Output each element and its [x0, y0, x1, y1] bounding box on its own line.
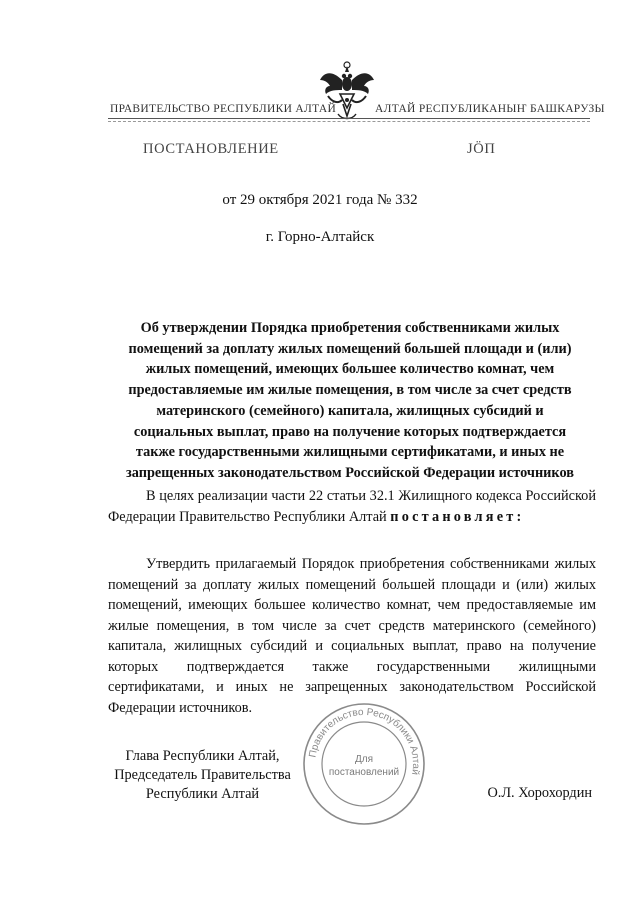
official-stamp — [300, 700, 428, 828]
operative-paragraph — [108, 554, 596, 718]
document-title — [100, 318, 600, 484]
decree-word: постановляет: — [390, 508, 525, 525]
preamble-text: В целях реализации части 22 статьи 32.1 Жилищного кодекса Российской Федерации Правительство Республики Алтай — [108, 488, 596, 525]
title-line: запрещенных законодательством Российской Федерации источников — [126, 464, 574, 481]
title-line: помещений за доплату жилых помещений большей площади и (или) — [128, 340, 572, 357]
stamp-ring-text-path: Правительство Республики Алтай — [307, 706, 422, 776]
title-line: предоставляемые им жилые помещения, в том числе за счет средств — [128, 382, 572, 399]
title-line: жилых помещений, имеющих большее количество комнат, чем — [145, 361, 555, 378]
title-line: материнского (семейного) капитала, жилищных субсидий и — [156, 402, 544, 419]
signatory-position — [105, 747, 300, 804]
preamble-paragraph — [108, 486, 596, 527]
signer-name: О.Л. Хорохордин — [487, 785, 592, 801]
letterhead-divider-secondary — [108, 121, 590, 122]
stamp-center-line1: Для — [354, 754, 374, 765]
stamp-ring-text — [307, 707, 421, 776]
operative-text: Утвердить прилагаемый Порядок приобретения собственниками жилых помещений за доплату жилых помещений большей площади и (или) жилых помещений, имеющих большее количество комнат, чем предоставляемые им жилые помещения, в том числе за счет средств материнского (семейного) капитала, жилищных субсидий и социальных выплат, право на получение которых подтверждается также государственными жилищными сертификатами, и иных не запрещенных законодательством Российской Федерации источников. — [108, 556, 596, 716]
stamp-center-line2: постановлений — [328, 767, 400, 778]
document-kind-russian: ПОСТАНОВЛЕНИЕ — [143, 141, 279, 157]
signatory-line: Глава Республики Алтай, — [125, 748, 280, 764]
title-line: социальных выплат, право на получение которых подтверждается — [133, 423, 567, 440]
document-kind-altai: JÖП — [467, 141, 496, 157]
letterhead-divider — [108, 118, 590, 119]
signatory-line: Председатель Правительства — [114, 767, 291, 783]
title-line: также государственными жилищными сертификатами, и иных не — [135, 444, 565, 461]
document-city: г. Горно-Алтайск — [265, 229, 375, 245]
org-name-russian: ПРАВИТЕЛЬСТВО РЕСПУБЛИКИ АЛТАЙ — [110, 103, 337, 115]
signatory-line: Республики Алтай — [145, 786, 260, 802]
document-date-number: от 29 октября 2021 года № 332 — [222, 192, 418, 208]
org-name-altai: АЛТАЙ РЕСПУБЛИКАНЫҤ БАШКАРУЗЫ — [375, 103, 605, 115]
title-line: Об утверждении Порядка приобретения собственниками жилых — [140, 320, 560, 336]
